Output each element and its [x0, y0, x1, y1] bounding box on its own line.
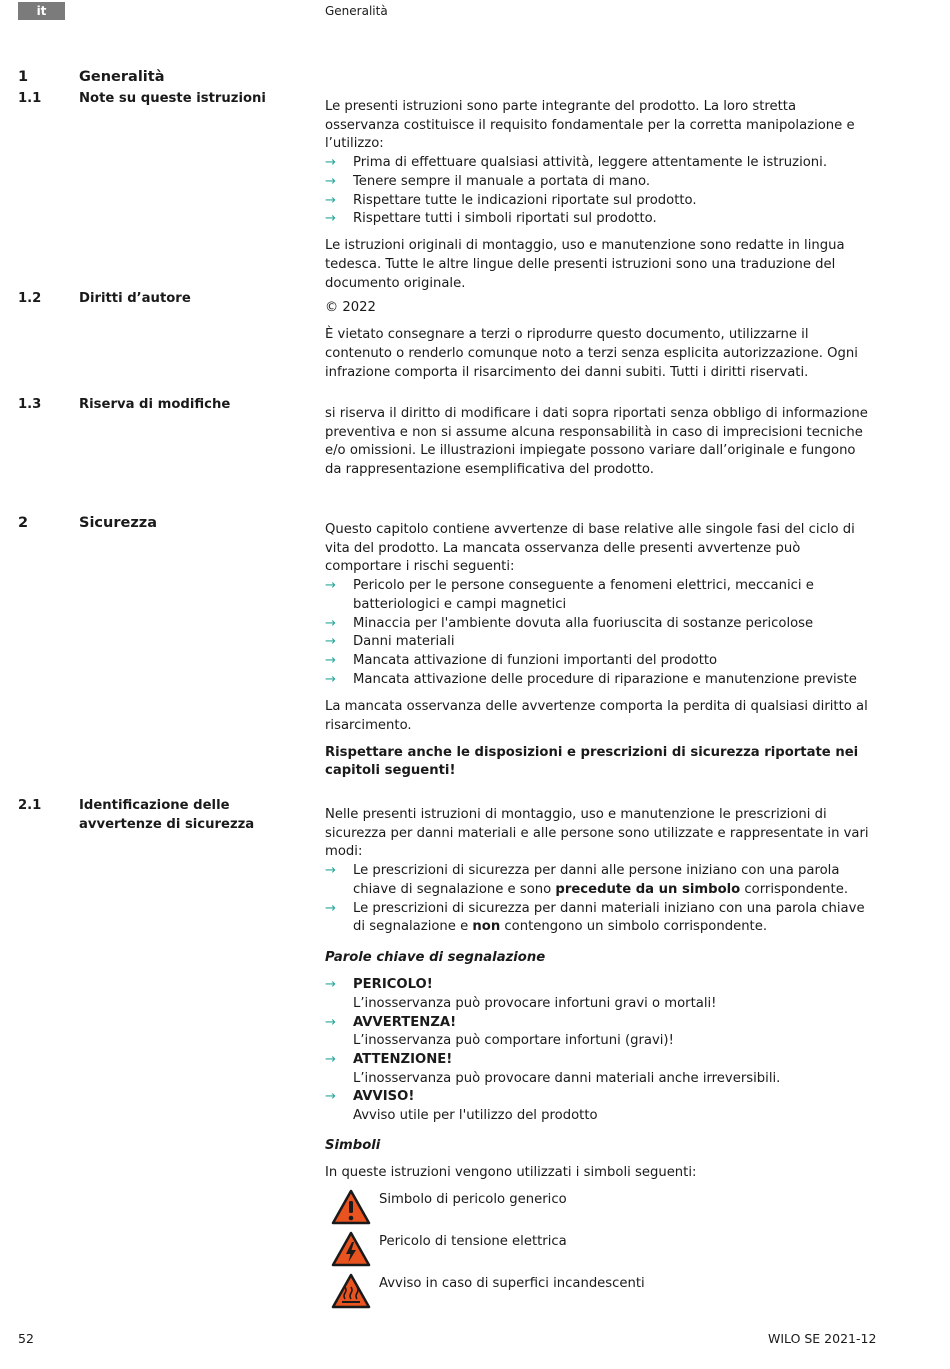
keywords-list	[325, 976, 873, 1126]
paragraph: La mancata osservanza delle avvertenze comporta la perdita di qualsiasi diritto al risarcimento.	[325, 698, 868, 733]
chapter-number: 1	[18, 69, 29, 85]
arrow-right-icon: →	[325, 977, 336, 993]
page-number: 52	[18, 1331, 34, 1346]
publisher-footer: WILO SE 2021-12	[768, 1331, 877, 1346]
list-item: → AVVERTENZA! L’inosservanza può comportare infortuni (gravi)!	[325, 1014, 674, 1049]
list-item: → Tenere sempre il manuale a portata di mano.	[325, 173, 873, 192]
list-item: → Rispettare tutte le indicazioni riportate sul prodotto.	[325, 192, 873, 211]
section-number: 1.3	[18, 397, 42, 412]
paragraph: Le istruzioni originali di montaggio, uso e manutenzione sono redatte in lingua tedesca. Tutte le altre lingue delle presenti istruzioni sono una traduzione del documento originale.	[325, 238, 845, 291]
list-item: → Rispettare tutti i simboli riportati sul prodotto.	[325, 210, 873, 229]
section-title: Riserva di modifiche	[79, 397, 231, 412]
bullet-list	[325, 862, 873, 937]
arrow-right-icon: →	[325, 900, 336, 916]
section-number: 2.1	[18, 798, 42, 813]
arrow-right-icon: →	[325, 578, 336, 594]
paragraph: Nelle presenti istruzioni di montaggio, uso e manutenzione le prescrizioni di sicurezza per danni materiali e alle persone sono utilizzate e rappresentate in vari modi:	[325, 807, 869, 860]
section-2-body	[325, 521, 873, 790]
section-1-1-body	[325, 98, 873, 302]
arrow-right-icon: →	[325, 1051, 336, 1067]
chapter-number: 2	[18, 515, 29, 531]
arrow-right-icon: →	[325, 615, 336, 631]
list-item: → Le prescrizioni di sicurezza per danni alle persone iniziano con una parola chiave di segnalazione e sono precedute da un simbolo corrispondente.	[325, 863, 849, 897]
copyright-year: © 2022	[325, 300, 376, 315]
symbol-label: Simbolo di pericolo generico	[379, 1192, 567, 1208]
arrow-right-icon: →	[325, 192, 336, 208]
paragraph: Le presenti istruzioni sono parte integrante del prodotto. La loro stretta osservanza costituisce il requisito fondamentale per la corretta manipolazione e l’utilizzo:	[325, 99, 855, 152]
section-1-2-body	[325, 299, 873, 391]
list-item: → ATTENZIONE! L’inosservanza può provocare danni materiali anche irreversibili.	[325, 1051, 781, 1086]
arrow-right-icon: →	[325, 211, 336, 227]
language-tab: it	[18, 2, 65, 20]
arrow-right-icon: →	[325, 1089, 336, 1105]
arrow-right-icon: →	[325, 1014, 336, 1030]
symbol-row	[325, 1189, 873, 1231]
bullet-list	[325, 577, 873, 689]
list-item: → Mancata attivazione delle procedure di riparazione e manutenzione previste	[325, 671, 873, 690]
symbol-label: Avviso in caso di superfici incandescenti	[379, 1276, 645, 1292]
arrow-right-icon: →	[325, 634, 336, 650]
section-title: Note su queste istruzioni	[79, 91, 266, 106]
arrow-right-icon: →	[325, 671, 336, 687]
keywords-heading: Parole chiave di segnalazione	[325, 949, 546, 965]
list-item: → Pericolo per le persone conseguente a fenomeni elettrici, meccanici e batteriologici e campi magnetici	[325, 578, 814, 612]
symbol-row	[325, 1231, 873, 1273]
chapter-title: Generalità	[79, 69, 165, 85]
chapter-title: Sicurezza	[79, 515, 157, 531]
list-item: → PERICOLO! L’inosservanza può provocare infortuni gravi o mortali!	[325, 977, 717, 1011]
list-item: → Danni materiali	[325, 633, 873, 652]
section-2-1-body	[325, 806, 873, 1315]
list-item: → Mancata attivazione di funzioni importanti del prodotto	[325, 652, 873, 671]
general-danger-icon	[331, 1189, 371, 1225]
arrow-right-icon: →	[325, 155, 336, 171]
arrow-right-icon: →	[325, 652, 336, 668]
paragraph: In queste istruzioni vengono utilizzati i simboli seguenti:	[325, 1165, 697, 1181]
bold-notice: Rispettare anche le disposizioni e prescrizioni di sicurezza riportate nei capitoli seguenti!	[325, 744, 859, 779]
list-item: → Minaccia per l'ambiente dovuta alla fuoriuscita di sostanze pericolose	[325, 615, 873, 634]
section-number: 1.2	[18, 291, 42, 306]
electric-voltage-icon	[331, 1231, 371, 1267]
section-title: Diritti d’autore	[79, 291, 191, 306]
arrow-right-icon: →	[325, 173, 336, 189]
section-number: 1.1	[18, 91, 42, 106]
symbol-row	[325, 1273, 873, 1315]
arrow-right-icon: →	[325, 863, 336, 879]
paragraph: Questo capitolo contiene avvertenze di base relative alle singole fasi del ciclo di vita del prodotto. La mancata osservanza delle presenti avvertenze può comportare i rischi seguenti:	[325, 522, 855, 575]
paragraph: si riserva il diritto di modificare i dati sopra riportati senza obbligo di informazione preventiva e non si assume alcuna responsabilità in caso di imprecisioni tecniche e/o omissioni. Le illustrazioni impiegate possono variare dall’originale e fungono da rappresentazione esemplificativa del prodotto.	[325, 406, 868, 478]
list-item: → Le prescrizioni di sicurezza per danni materiali iniziano con una parola chiave di segnalazione e non contengono un simbolo corrispondente.	[325, 900, 865, 935]
list-item: → Prima di effettuare qualsiasi attività, leggere attentamente le istruzioni.	[325, 154, 873, 173]
list-item: → AVVISO! Avviso utile per l'utilizzo del prodotto	[325, 1089, 598, 1124]
section-1-3-body	[325, 405, 873, 488]
symbols-heading: Simboli	[325, 1137, 381, 1153]
symbol-label: Pericolo di tensione elettrica	[379, 1234, 567, 1250]
paragraph: È vietato consegnare a terzi o riprodurre questo documento, utilizzarne il contenuto o renderlo comunque noto a terzi senza esplicita autorizzazione. Ogni infrazione comporta il risarcimento dei danni subiti. Tutti i diritti riservati.	[325, 327, 858, 380]
section-title: Identificazione delle avvertenze di sicurezza	[79, 798, 255, 832]
running-header-title: Generalità	[325, 4, 388, 18]
bullet-list	[325, 154, 873, 229]
hot-surface-icon	[331, 1273, 371, 1309]
